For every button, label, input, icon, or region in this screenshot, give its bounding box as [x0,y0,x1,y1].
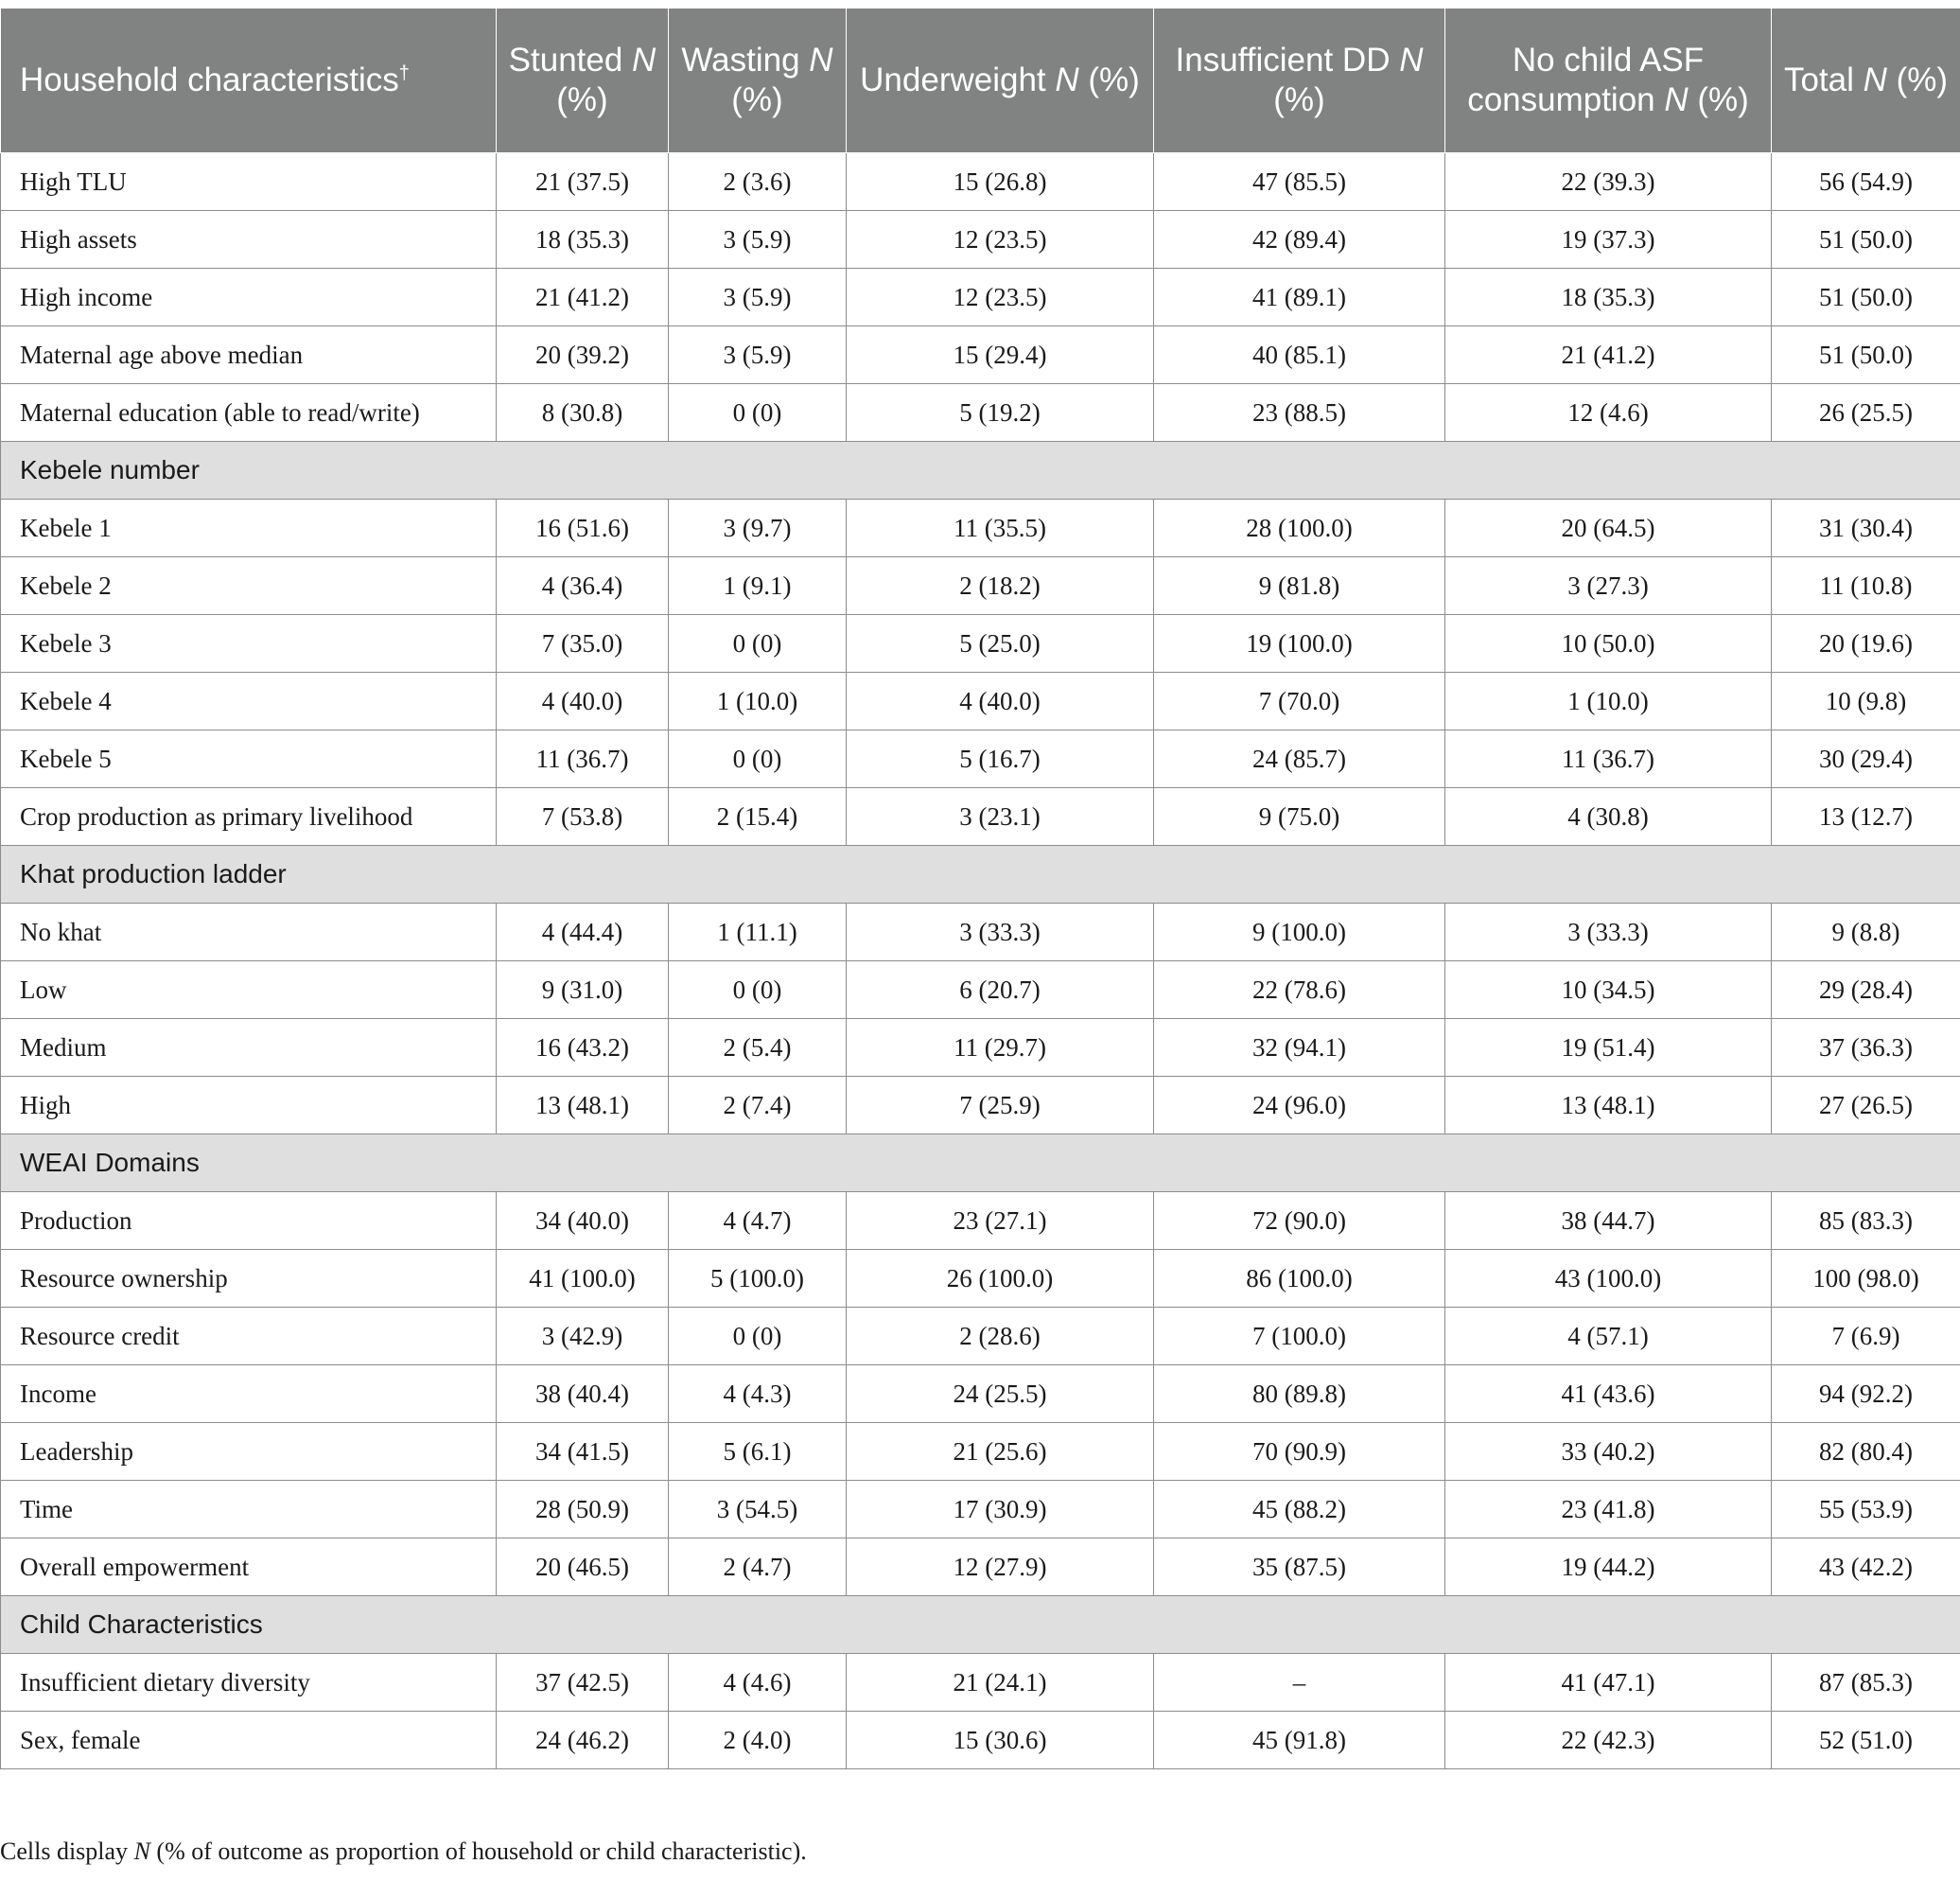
table-cell: 9 (100.0) [1154,904,1445,961]
table-container [0,8,1960,1769]
table-cell: 0 (0) [669,1308,847,1365]
table-cell: 72 (90.0) [1154,1192,1445,1250]
table-cell: 38 (40.4) [497,1365,669,1423]
table-cell: 29 (28.4) [1772,961,1960,1019]
table-row [1,1250,1960,1308]
table-cell: 4 (4.6) [669,1654,847,1712]
table-cell: 45 (91.8) [1154,1712,1445,1769]
table-cell: 3 (5.9) [669,211,847,269]
table-cell: 26 (25.5) [1772,384,1960,442]
table-cell: 12 (4.6) [1445,384,1772,442]
table-cell: 15 (30.6) [847,1712,1154,1769]
table-cell: 20 (46.5) [497,1538,669,1596]
row-label: Kebele 1 [1,500,497,557]
table-cell: 5 (25.0) [847,615,1154,673]
data-table [0,8,1960,1769]
column-header-italic: N [809,42,833,79]
table-cell: 3 (5.9) [669,326,847,384]
column-header-tail: (%) [1886,62,1949,98]
table-cell: 27 (26.5) [1772,1077,1960,1134]
row-label: Sex, female [1,1712,497,1769]
table-cell: 2 (5.4) [669,1019,847,1077]
table-cell: 52 (51.0) [1772,1712,1960,1769]
row-label: Leadership [1,1423,497,1481]
row-label: Kebele 3 [1,615,497,673]
table-cell: 23 (27.1) [847,1192,1154,1250]
table-cell: 37 (42.5) [497,1654,669,1712]
table-cell: 7 (53.8) [497,788,669,846]
table-footnote [0,1837,807,1866]
column-header-text: Underweight [860,62,1056,98]
row-label: Kebele 4 [1,673,497,730]
column-header-tail: (%) [1078,62,1140,98]
table-cell: 55 (53.9) [1772,1481,1960,1538]
row-label: High income [1,269,497,326]
column-header-tail: (%) [731,81,783,118]
table-cell: 9 (31.0) [497,961,669,1019]
table-cell: 20 (39.2) [497,326,669,384]
table-row [1,211,1960,269]
table-cell: 15 (26.8) [847,153,1154,211]
table-cell: 12 (23.5) [847,269,1154,326]
table-cell: 28 (50.9) [497,1481,669,1538]
table-cell: 11 (29.7) [847,1019,1154,1077]
table-cell: 4 (57.1) [1445,1308,1772,1365]
table-row [1,1019,1960,1077]
table-cell: 21 (24.1) [847,1654,1154,1712]
table-cell: 1 (11.1) [669,904,847,961]
table-cell: 19 (37.3) [1445,211,1772,269]
table-cell: 56 (54.9) [1772,153,1960,211]
row-label: Time [1,1481,497,1538]
column-header-tail: (%) [1273,81,1325,118]
table-row [1,1712,1960,1769]
row-label: Kebele 2 [1,557,497,615]
table-cell: 5 (19.2) [847,384,1154,442]
table-row [1,1077,1960,1134]
table-cell: 10 (34.5) [1445,961,1772,1019]
table-cell: 11 (10.8) [1772,557,1960,615]
table-row [1,326,1960,384]
table-cell: 1 (10.0) [1445,673,1772,730]
column-header-tail: (%) [556,81,608,118]
table-cell: 0 (0) [669,615,847,673]
row-label: No khat [1,904,497,961]
table-cell: 100 (98.0) [1772,1250,1960,1308]
table-cell: – [1154,1654,1445,1712]
table-cell: 13 (48.1) [497,1077,669,1134]
table-cell: 70 (90.9) [1154,1423,1445,1481]
row-label: High assets [1,211,497,269]
row-label: Maternal age above median [1,326,497,384]
row-label: High [1,1077,497,1134]
footnote-prefix: Cells display [0,1837,134,1865]
table-cell: 37 (36.3) [1772,1019,1960,1077]
section-label: Khat production ladder [1,846,1960,904]
table-cell: 22 (42.3) [1445,1712,1772,1769]
table-cell: 3 (27.3) [1445,557,1772,615]
table-cell: 11 (35.5) [847,500,1154,557]
table-cell: 19 (44.2) [1445,1538,1772,1596]
table-cell: 30 (29.4) [1772,730,1960,788]
table-cell: 9 (81.8) [1154,557,1445,615]
column-header-tail: (%) [1688,81,1749,118]
table-cell: 47 (85.5) [1154,153,1445,211]
table-cell: 87 (85.3) [1772,1654,1960,1712]
table-cell: 5 (16.7) [847,730,1154,788]
table-cell: 18 (35.3) [1445,269,1772,326]
column-header-text: Insufficient DD [1175,42,1400,79]
table-cell: 0 (0) [669,961,847,1019]
table-row [1,557,1960,615]
table-cell: 9 (75.0) [1154,788,1445,846]
section-row [1,442,1960,500]
table-cell: 21 (41.2) [497,269,669,326]
row-label: Low [1,961,497,1019]
table-cell: 22 (39.3) [1445,153,1772,211]
table-cell: 41 (89.1) [1154,269,1445,326]
column-header-italic: N [1863,62,1887,98]
table-cell: 41 (47.1) [1445,1654,1772,1712]
table-cell: 7 (6.9) [1772,1308,1960,1365]
table-cell: 42 (89.4) [1154,211,1445,269]
table-cell: 2 (15.4) [669,788,847,846]
table-row [1,1538,1960,1596]
table-cell: 4 (36.4) [497,557,669,615]
table-cell: 51 (50.0) [1772,211,1960,269]
table-cell: 41 (43.6) [1445,1365,1772,1423]
table-cell: 3 (5.9) [669,269,847,326]
table-row [1,615,1960,673]
row-label: Maternal education (able to read/write) [1,384,497,442]
table-cell: 11 (36.7) [1445,730,1772,788]
table-row [1,1654,1960,1712]
table-cell: 24 (96.0) [1154,1077,1445,1134]
section-row [1,1596,1960,1654]
table-cell: 12 (27.9) [847,1538,1154,1596]
table-cell: 7 (35.0) [497,615,669,673]
table-cell: 10 (50.0) [1445,615,1772,673]
row-label: Income [1,1365,497,1423]
table-cell: 21 (37.5) [497,153,669,211]
row-label: High TLU [1,153,497,211]
column-header-2 [669,9,847,153]
table-cell: 51 (50.0) [1772,326,1960,384]
table-cell: 17 (30.9) [847,1481,1154,1538]
table-cell: 5 (100.0) [669,1250,847,1308]
table-cell: 3 (33.3) [847,904,1154,961]
table-cell: 2 (4.0) [669,1712,847,1769]
row-label: Crop production as primary livelihood [1,788,497,846]
table-cell: 15 (29.4) [847,326,1154,384]
row-label: Insufficient dietary diversity [1,1654,497,1712]
table-cell: 24 (46.2) [497,1712,669,1769]
table-cell: 11 (36.7) [497,730,669,788]
row-label: Medium [1,1019,497,1077]
column-header-italic: N [1664,81,1689,118]
table-cell: 38 (44.7) [1445,1192,1772,1250]
table-row [1,1423,1960,1481]
table-row [1,384,1960,442]
table-cell: 8 (30.8) [497,384,669,442]
table-cell: 20 (64.5) [1445,500,1772,557]
section-row [1,1134,1960,1192]
table-cell: 86 (100.0) [1154,1250,1445,1308]
column-header-text: Stunted [508,42,633,79]
table-cell: 21 (41.2) [1445,326,1772,384]
table-cell: 7 (100.0) [1154,1308,1445,1365]
table-cell: 10 (9.8) [1772,673,1960,730]
table-row [1,961,1960,1019]
table-cell: 16 (51.6) [497,500,669,557]
table-cell: 40 (85.1) [1154,326,1445,384]
row-label: Production [1,1192,497,1250]
column-header-6 [1772,9,1960,153]
table-cell: 20 (19.6) [1772,615,1960,673]
table-cell: 0 (0) [669,384,847,442]
table-cell: 19 (100.0) [1154,615,1445,673]
table-cell: 1 (10.0) [669,673,847,730]
table-cell: 21 (25.6) [847,1423,1154,1481]
row-label: Resource credit [1,1308,497,1365]
table-cell: 13 (48.1) [1445,1077,1772,1134]
table-cell: 3 (42.9) [497,1308,669,1365]
table-row [1,269,1960,326]
table-cell: 3 (9.7) [669,500,847,557]
table-cell: 2 (4.7) [669,1538,847,1596]
table-cell: 41 (100.0) [497,1250,669,1308]
column-header-text: Total [1783,62,1864,98]
table-row [1,500,1960,557]
section-label: Child Characteristics [1,1596,1960,1654]
table-cell: 24 (85.7) [1154,730,1445,788]
table-row [1,153,1960,211]
section-row [1,846,1960,904]
column-header-4 [1154,9,1445,153]
table-row [1,904,1960,961]
table-cell: 43 (100.0) [1445,1250,1772,1308]
table-row [1,1365,1960,1423]
table-cell: 43 (42.2) [1772,1538,1960,1596]
table-header [1,9,1960,153]
table-cell: 51 (50.0) [1772,269,1960,326]
table-cell: 22 (78.6) [1154,961,1445,1019]
table-cell: 2 (3.6) [669,153,847,211]
table-cell: 34 (40.0) [497,1192,669,1250]
row-label: Resource ownership [1,1250,497,1308]
table-cell: 33 (40.2) [1445,1423,1772,1481]
table-row [1,1192,1960,1250]
header-row [1,9,1960,153]
table-cell: 3 (54.5) [669,1481,847,1538]
table-cell: 4 (40.0) [497,673,669,730]
table-cell: 4 (4.7) [669,1192,847,1250]
table-cell: 2 (28.6) [847,1308,1154,1365]
footnote-suffix: (% of outcome as proportion of household or child characteristic). [149,1837,807,1865]
table-row [1,730,1960,788]
table-cell: 6 (20.7) [847,961,1154,1019]
table-cell: 19 (51.4) [1445,1019,1772,1077]
column-header-italic: N [1055,62,1079,98]
footnote-italic: N [133,1837,150,1865]
table-cell: 23 (41.8) [1445,1481,1772,1538]
table-cell: 31 (30.4) [1772,500,1960,557]
row-label: Kebele 5 [1,730,497,788]
table-row [1,673,1960,730]
table-cell: 3 (33.3) [1445,904,1772,961]
column-header-3 [847,9,1154,153]
table-row [1,1481,1960,1538]
table-cell: 9 (8.8) [1772,904,1960,961]
table-cell: 26 (100.0) [847,1250,1154,1308]
table-cell: 45 (88.2) [1154,1481,1445,1538]
table-cell: 80 (89.8) [1154,1365,1445,1423]
table-cell: 82 (80.4) [1772,1423,1960,1481]
table-cell: 13 (12.7) [1772,788,1960,846]
section-label: Kebele number [1,442,1960,500]
table-row [1,788,1960,846]
table-cell: 32 (94.1) [1154,1019,1445,1077]
table-cell: 12 (23.5) [847,211,1154,269]
table-body [1,153,1960,1769]
column-header-text: Household characteristics [20,62,399,98]
table-cell: 3 (23.1) [847,788,1154,846]
table-cell: 0 (0) [669,730,847,788]
column-header-italic: N [1399,42,1424,79]
table-cell: 7 (70.0) [1154,673,1445,730]
table-cell: 85 (83.3) [1772,1192,1960,1250]
column-header-italic: N [632,42,656,79]
column-header-1 [497,9,669,153]
column-header-sup: † [398,62,410,84]
table-cell: 94 (92.2) [1772,1365,1960,1423]
table-cell: 35 (87.5) [1154,1538,1445,1596]
table-cell: 2 (18.2) [847,557,1154,615]
table-cell: 4 (4.3) [669,1365,847,1423]
table-cell: 5 (6.1) [669,1423,847,1481]
table-cell: 18 (35.3) [497,211,669,269]
table-cell: 16 (43.2) [497,1019,669,1077]
table-cell: 4 (30.8) [1445,788,1772,846]
table-cell: 4 (44.4) [497,904,669,961]
table-cell: 2 (7.4) [669,1077,847,1134]
table-cell: 28 (100.0) [1154,500,1445,557]
section-label: WEAI Domains [1,1134,1960,1192]
row-label: Overall empowerment [1,1538,497,1596]
table-cell: 7 (25.9) [847,1077,1154,1134]
table-cell: 4 (40.0) [847,673,1154,730]
table-cell: 23 (88.5) [1154,384,1445,442]
column-header-0 [1,9,497,153]
column-header-text: No child ASF consumption [1467,42,1705,118]
table-row [1,1308,1960,1365]
table-cell: 24 (25.5) [847,1365,1154,1423]
table-cell: 1 (9.1) [669,557,847,615]
table-cell: 34 (41.5) [497,1423,669,1481]
column-header-5 [1445,9,1772,153]
column-header-text: Wasting [681,42,810,79]
